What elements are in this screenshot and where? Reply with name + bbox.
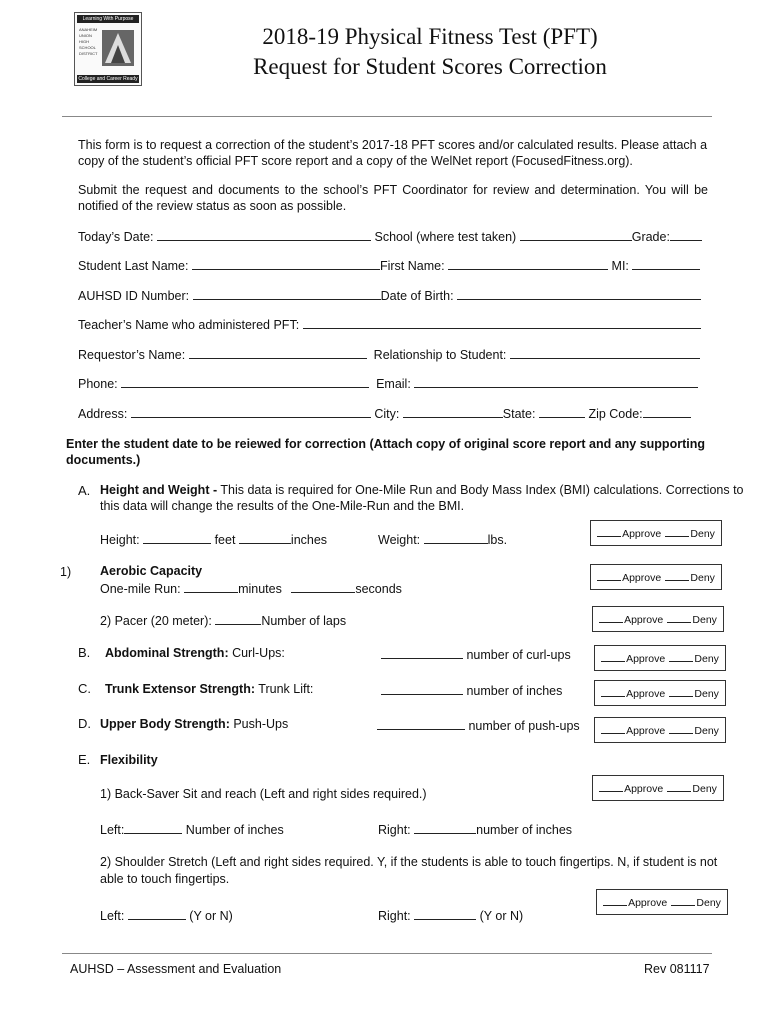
sit-reach-left-row — [100, 821, 284, 837]
requestor-label: Requestor’s Name: — [78, 348, 186, 362]
footer-left: AUHSD – Assessment and Evaluation — [70, 962, 282, 976]
height-inches-field[interactable] — [239, 531, 291, 544]
minutes-label: minutes — [238, 582, 282, 596]
dob-label: Date of Birth: — [380, 289, 454, 303]
laps-label: Number of laps — [261, 614, 347, 628]
first-name-field[interactable] — [448, 257, 608, 270]
shoulder-left-label: Left: — [100, 909, 125, 923]
requestor-row — [78, 346, 700, 362]
pacer-field[interactable] — [215, 612, 261, 625]
curl-ups-field[interactable] — [381, 646, 463, 659]
section-1-marker: 1) — [60, 565, 72, 579]
num-inches-label: number of inches — [466, 684, 563, 698]
auhsd-id-label: AUHSD ID Number: — [78, 289, 190, 303]
address-row — [78, 405, 691, 421]
shoulder-right-field[interactable] — [414, 907, 476, 920]
weight-row — [378, 531, 507, 547]
state-field[interactable] — [539, 405, 585, 418]
trunk-title: Trunk Extensor Strength: — [105, 682, 256, 696]
last-name-label: Student Last Name: — [78, 259, 189, 273]
push-ups-field-row — [377, 717, 580, 733]
shoulder-right-row — [378, 907, 523, 923]
todays-date-field[interactable] — [157, 228, 371, 241]
one-mile-seconds-field[interactable] — [291, 580, 355, 593]
deny-option[interactable]: Deny — [671, 896, 721, 909]
section-a-text2: this data will change the results of the One-Mile-Run and the BMI. — [100, 499, 465, 513]
approve-option[interactable]: Approve — [603, 896, 667, 909]
deny-option[interactable]: Deny — [669, 724, 719, 737]
approve-option[interactable]: Approve — [601, 724, 665, 737]
school-field[interactable] — [520, 228, 632, 241]
id-dob-row — [78, 287, 701, 303]
height-label: Height: — [100, 533, 140, 547]
approve-option[interactable]: Approve — [599, 782, 663, 795]
intro-paragraph-1: This form is to request a correction of the student’s 2017-18 PFT scores and/or calculated results. Please attach a copy of the student’s official PFT score report and a copy of the WelNet report (FocusedFitness.org). — [78, 138, 708, 168]
city-field[interactable] — [403, 405, 503, 418]
phone-label: Phone: — [78, 377, 118, 391]
flexibility-title: Flexibility — [100, 753, 158, 767]
right-label: Right: — [378, 823, 411, 837]
teacher-field[interactable] — [303, 316, 701, 329]
deny-option[interactable]: Deny — [665, 571, 715, 584]
weight-label: Weight: — [378, 533, 421, 547]
sit-reach-left-field[interactable] — [124, 821, 182, 834]
section-d-marker: D. — [78, 716, 91, 731]
phone-field[interactable] — [121, 375, 369, 388]
trunk-row — [105, 682, 313, 696]
upper-body-row — [100, 717, 288, 731]
shoulder-left-field[interactable] — [128, 907, 186, 920]
deny-option[interactable]: Deny — [667, 782, 717, 795]
review-box-shoulder — [596, 889, 728, 915]
grade-field[interactable] — [670, 228, 702, 241]
intro-paragraph-2: Submit the request and documents to the school’s PFT Coordinator for review and determination. You will be notified of the review status as soon as possible. — [78, 183, 708, 213]
approve-option[interactable]: Approve — [601, 687, 665, 700]
section-b-marker: B. — [78, 645, 91, 660]
logo-district-text: ANAHEIM UNION HIGH SCHOOL DISTRICT — [79, 27, 98, 56]
section-a-title: Height and Weight - — [100, 483, 218, 497]
last-name-field[interactable] — [192, 257, 380, 270]
deny-option[interactable]: Deny — [665, 527, 715, 540]
approve-option[interactable]: Approve — [597, 527, 661, 540]
review-box-one-mile — [590, 564, 722, 590]
review-box-height-weight — [590, 520, 722, 546]
deny-option[interactable]: Deny — [669, 652, 719, 665]
curl-ups-label: Curl-Ups: — [228, 646, 285, 660]
first-name-label: First Name: — [379, 259, 445, 273]
num-inches-right: number of inches — [476, 823, 573, 837]
instruction-text: Enter the student date to be reiewed for correction (Attach copy of original score report and any supporting documents.) — [66, 437, 705, 467]
logo-top-band: Learning With Purpose — [77, 15, 139, 23]
zip-label: Zip Code: — [588, 407, 643, 421]
review-box-sit-reach — [592, 775, 724, 801]
sit-reach-right-field[interactable] — [414, 821, 476, 834]
shoulder-left-row — [100, 907, 233, 923]
logo-bottom-band: College and Career Ready — [78, 76, 138, 82]
deny-option[interactable]: Deny — [667, 613, 717, 626]
shoulder-left-yn: (Y or N) — [189, 909, 233, 923]
abdominal-row — [105, 646, 285, 660]
grade-label: Grade: — [631, 230, 670, 244]
header-divider — [62, 116, 712, 117]
review-box-upper-body — [594, 717, 726, 743]
shoulder-right-label: Right: — [378, 909, 411, 923]
inches-label: inches — [290, 533, 328, 547]
teacher-label: Teacher’s Name who administered PFT: — [78, 318, 300, 332]
push-ups-field[interactable] — [377, 717, 465, 730]
approve-option[interactable]: Approve — [597, 571, 661, 584]
phone-email-row — [78, 375, 698, 391]
height-feet-field[interactable] — [143, 531, 211, 544]
pacer-row — [100, 612, 346, 628]
left-label: Left: — [100, 823, 125, 837]
num-curl-label: number of curl-ups — [466, 648, 571, 662]
todays-date-row — [78, 228, 702, 244]
approve-option[interactable]: Approve — [601, 652, 665, 665]
num-inches-left: Number of inches — [182, 823, 284, 837]
todays-date-label: Today’s Date: — [78, 230, 154, 244]
seconds-label: seconds — [355, 582, 402, 596]
page-title-line2: Request for Student Scores Correction — [253, 54, 607, 79]
one-mile-row — [100, 580, 402, 596]
review-box-pacer — [592, 606, 724, 632]
lbs-label: lbs. — [487, 533, 508, 547]
aerobic-title: Aerobic Capacity — [100, 564, 203, 578]
relationship-label: Relationship to Student: — [373, 348, 507, 362]
review-box-trunk — [594, 680, 726, 706]
deny-option[interactable]: Deny — [669, 687, 719, 700]
trunk-field-row — [381, 682, 562, 698]
one-mile-label: One-mile Run: — [100, 582, 181, 596]
shoulder-text-1: 2) Shoulder Stretch (Left and right sides required. Y, if the students is able to touch fingertips. N, if student is not — [100, 855, 718, 869]
student-name-row — [78, 257, 700, 273]
page-title-line1: 2018-19 Physical Fitness Test (PFT) — [262, 24, 598, 49]
mi-label: MI: — [611, 259, 629, 273]
one-mile-minutes-field[interactable] — [184, 580, 238, 593]
feet-label: feet — [214, 533, 236, 547]
mi-field[interactable] — [632, 257, 700, 270]
upper-body-title: Upper Body Strength: — [100, 717, 230, 731]
abdominal-title: Abdominal Strength: — [105, 646, 229, 660]
shoulder-text-2: able to touch fingertips. — [100, 872, 230, 886]
relationship-field[interactable] — [510, 346, 700, 359]
state-label: State: — [502, 407, 536, 421]
dob-field[interactable] — [457, 287, 701, 300]
zip-field[interactable] — [643, 405, 691, 418]
trunk-lift-field[interactable] — [381, 682, 463, 695]
auhsd-id-field[interactable] — [193, 287, 381, 300]
section-a-marker: A. — [78, 483, 91, 498]
trunk-lift-label: Trunk Lift: — [255, 682, 314, 696]
pacer-label: 2) Pacer (20 meter): — [100, 614, 212, 628]
footer-divider — [62, 953, 712, 954]
sit-reach-right-row — [378, 821, 572, 837]
address-label: Address: — [78, 407, 128, 421]
weight-field[interactable] — [424, 531, 488, 544]
sit-reach-text: 1) Back-Saver Sit and reach (Left and right sides required.) — [100, 787, 427, 801]
footer-revision: Rev 081117 — [644, 962, 710, 976]
email-field[interactable] — [414, 375, 698, 388]
requestor-field[interactable] — [189, 346, 367, 359]
email-label: Email: — [376, 377, 411, 391]
teacher-row — [78, 316, 701, 332]
section-a-line1 — [100, 483, 744, 497]
school-label: School (where test taken) — [374, 230, 517, 244]
push-ups-label: Push-Ups — [229, 717, 289, 731]
section-a-text1: This data is required for One-Mile Run and Body Mass Index (BMI) calculations. Corrections to — [217, 483, 744, 497]
height-row — [100, 531, 327, 547]
city-label: City: — [374, 407, 400, 421]
review-box-abdominal — [594, 645, 726, 671]
num-push-label: number of push-ups — [468, 719, 580, 733]
approve-option[interactable]: Approve — [599, 613, 663, 626]
address-field[interactable] — [131, 405, 371, 418]
section-e-marker: E. — [78, 752, 91, 767]
section-c-marker: C. — [78, 681, 91, 696]
shoulder-right-yn: (Y or N) — [479, 909, 524, 923]
curl-ups-field-row — [381, 646, 571, 662]
